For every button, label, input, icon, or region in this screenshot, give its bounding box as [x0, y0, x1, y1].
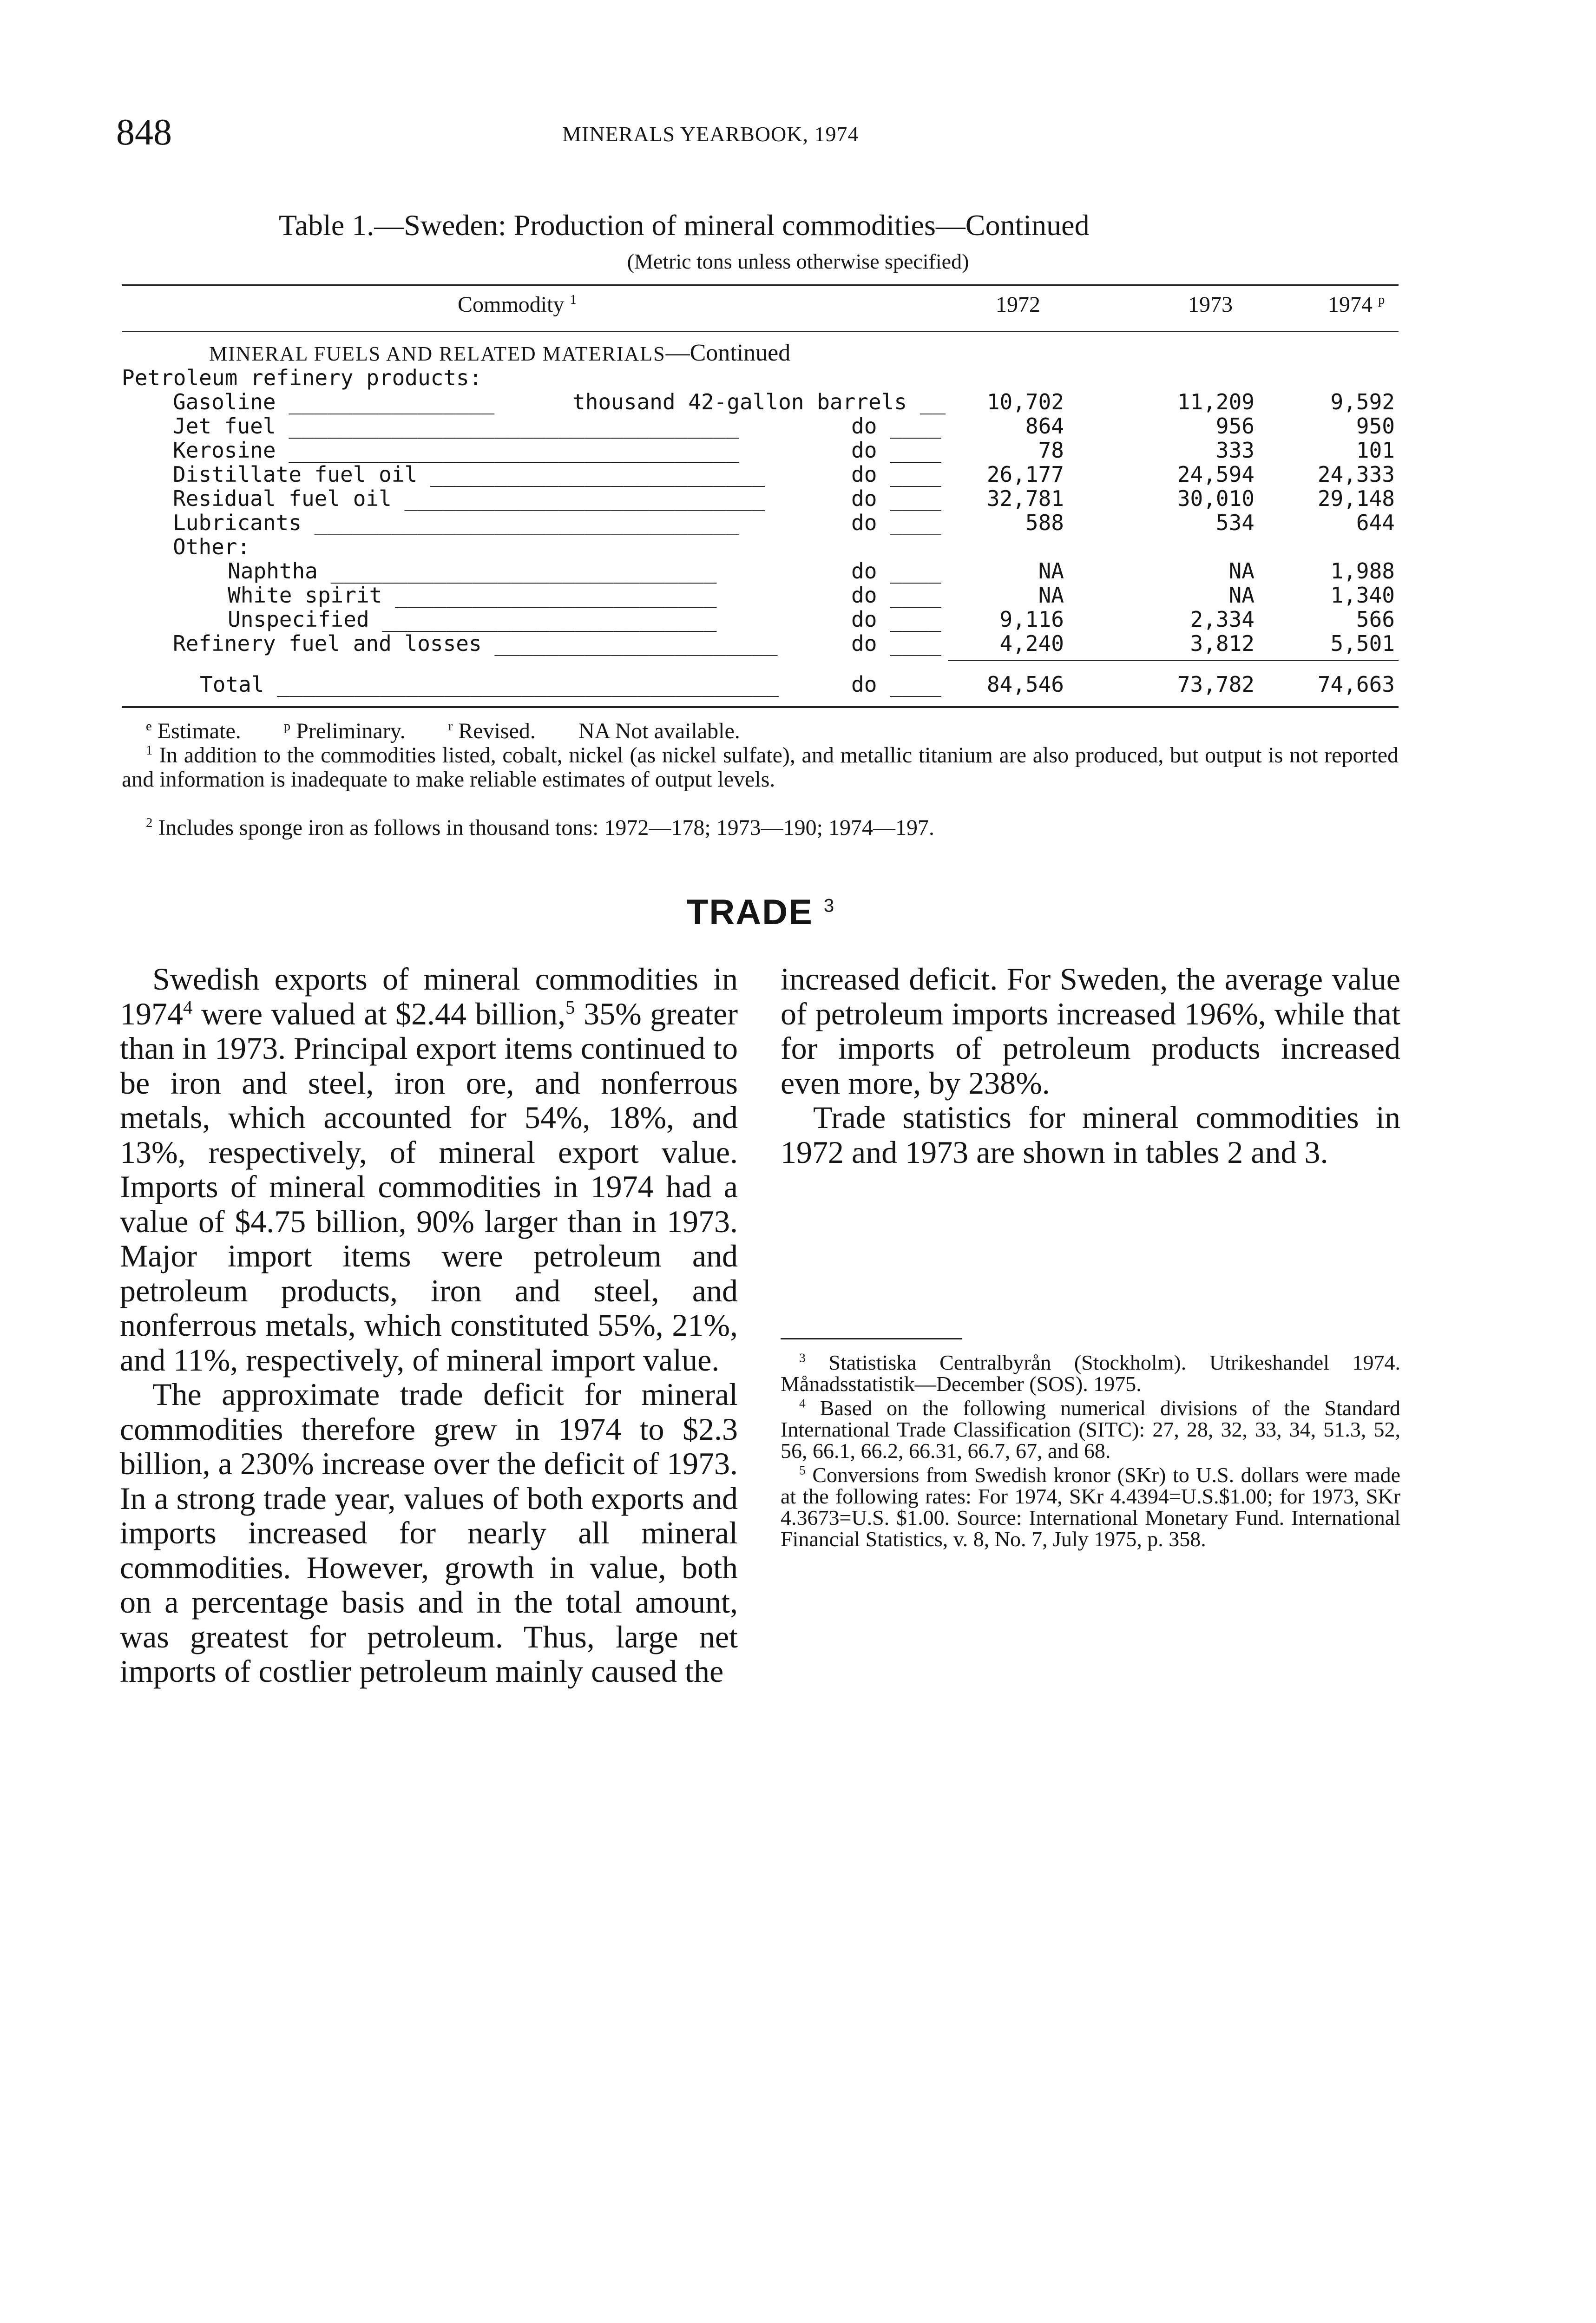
row-label: Naphtha ______________________________: [228, 558, 717, 584]
value-1972: 32,781: [986, 486, 1064, 511]
table-row-total: [0, 672, 1596, 696]
row-unit: do ____: [851, 413, 941, 439]
value-1972: 78: [1038, 438, 1064, 463]
value-1974: 566: [1356, 607, 1395, 632]
table-row: [0, 558, 1596, 583]
sum-rule: [948, 660, 1399, 661]
value-1974: 1,340: [1330, 583, 1395, 608]
value-1973: 333: [1215, 438, 1254, 463]
paragraph-2: The approximate trade deficit for mineral commodities therefore grew in 1974 to $2.3 billion, a 230% increase over the deficit of 1973. In a strong trade year, values of both exports and imports increased for nearly all mineral commodities. However, growth in value, both on a percentage basis and in the total amount, was greatest for petroleum. Thus, large net imports of costlier petroleum mainly caused the: [120, 1377, 738, 1689]
value-1973: 11,209: [1177, 389, 1254, 414]
value-1972: 864: [1025, 413, 1064, 439]
value-1974: 29,148: [1317, 486, 1395, 511]
running-head: MINERALS YEARBOOK, 1974: [562, 122, 859, 146]
row-label: Jet fuel ___________________________________: [173, 413, 739, 439]
section-heading-trade: TRADE $^3$: [687, 892, 835, 932]
row-label: Kerosine ___________________________________: [173, 438, 739, 463]
paragraph-3: Trade statistics for mineral commodities in 1972 and 1973 are shown in tables 2 and 3.: [781, 1100, 1400, 1170]
value-1972: 84,546: [986, 672, 1064, 697]
row-unit: do ____: [851, 583, 941, 608]
value-1973: 3,812: [1190, 631, 1254, 656]
row-label: Unspecified __________________________: [228, 607, 717, 632]
table-subtitle: (Metric tons unless otherwise specified): [627, 249, 969, 273]
value-1974: 644: [1356, 510, 1395, 535]
value-1973: 534: [1215, 510, 1254, 535]
header-commodity: Commodity $^1$: [458, 292, 577, 317]
row-unit: do ____: [851, 607, 941, 632]
value-1974: 9,592: [1330, 389, 1395, 414]
table-row: [0, 486, 1596, 510]
value-1972: 9,116: [999, 607, 1064, 632]
group-row: [0, 534, 1596, 558]
footnotes: [781, 1352, 1400, 1553]
value-1973: 30,010: [1177, 486, 1254, 511]
row-unit: do ____: [851, 631, 941, 656]
value-1973: 956: [1215, 413, 1254, 439]
table-row: [0, 413, 1596, 438]
row-unit: do ____: [851, 558, 941, 584]
value-1972: 588: [1025, 510, 1064, 535]
value-1974: 101: [1356, 438, 1395, 463]
table-legend: $^e$ Estimate. $^p$ Preliminary. $^r$ Revised. NA Not available.: [146, 719, 740, 743]
paragraph-2-continued: increased deficit. For Sweden, the average value of petroleum imports increased 196%, while that for imports of petroleum products increased even more, by 238%.: [781, 961, 1400, 1101]
row-label: Refinery fuel and losses ______________________: [173, 631, 778, 656]
row-label: Distillate fuel oil __________________________: [173, 462, 765, 487]
header-1973: 1973: [1188, 292, 1233, 317]
table-top-rule: [122, 284, 1399, 286]
row-unit: do ____: [851, 438, 941, 463]
row-unit: thousand 42-gallon barrels __: [572, 389, 946, 414]
table-row: [0, 462, 1596, 486]
section-heading: MINERAL FUELS AND RELATED MATERIALS—Continued: [209, 340, 791, 366]
left-column: [120, 962, 738, 1689]
header-1974: 1974 $^p$: [1328, 292, 1385, 317]
value-1974: 950: [1356, 413, 1395, 439]
right-column: [781, 962, 1400, 1169]
table-note-1: $^1$ In addition to the commodities listed, cobalt, nickel (as nickel sulfate), and metallic titanium are also produced, but output is not reported and information is inadequate to make reliable estimates of output levels.: [122, 743, 1399, 792]
footnote-3: $^3$ Statistiska Centralbyrån (Stockholm). Utrikeshandel 1974. Månadsstatistik—December (SOS). 1975.: [781, 1350, 1401, 1396]
value-1973: NA: [1228, 583, 1254, 608]
table-row: [0, 631, 1596, 655]
table-row: [0, 583, 1596, 607]
footnote-5: $^5$ Conversions from Swedish kronor (SKr) to U.S. dollars were made at the following rates: For 1974, SKr 4.4394=U.S.$1.00; for 1973, SKr 4.3673=U.S. $1.00. Source: International Monetary Fund. International Financial Statistics, v. 8, No. 7, July 1975, p. 358.: [781, 1463, 1401, 1551]
table-header-rule: [122, 331, 1399, 332]
value-1972: NA: [1038, 583, 1064, 608]
row-label: Total _______________________________________: [200, 672, 779, 697]
row-unit: do ____: [851, 462, 941, 487]
table-row: [0, 510, 1596, 534]
value-1974: 74,663: [1317, 672, 1395, 697]
value-1973: 2,334: [1190, 607, 1254, 632]
value-1972: 4,240: [999, 631, 1064, 656]
value-1974: 5,501: [1330, 631, 1395, 656]
row-label: Gasoline ________________: [173, 389, 495, 414]
group-row: [0, 365, 1596, 389]
table-row: [0, 438, 1596, 462]
row-unit: do ____: [851, 672, 941, 697]
footnote-4: $^4$ Based on the following numerical divisions of the Standard International Trade Classification (SITC): 27, 28, 32, 33, 34, 51.3, 52, 56, 66.1, 66.2, 66.31, 66.7, 67, and 68.: [781, 1396, 1401, 1463]
table-title: Table 1.—Sweden: Production of mineral commodities—Continued: [279, 209, 1090, 242]
footnote-rule: [781, 1338, 962, 1339]
value-1973: 73,782: [1177, 672, 1254, 697]
value-1972: 26,177: [986, 462, 1064, 487]
value-1973: 24,594: [1177, 462, 1254, 487]
value-1974: 24,333: [1317, 462, 1395, 487]
paragraph-1: Swedish exports of mineral commodities in 1974$^4$ were valued at $2.44 billion,$^5$ 35% greater than in 1973. Principal export items continued to be iron and steel, iron ore, and nonferrous metals, which accounted for 54%, 18%, and 13%, respectively, of mineral export value. Imports of mineral commodities in 1974 had a value of $4.75 billion, 90% larger than in 1973. Major import items were petroleum and petroleum products, iron and steel, and nonferrous metals, which constituted 55%, 21%, and 11%, respectively, of mineral import value.: [120, 961, 738, 1378]
page-number: 848: [116, 112, 172, 153]
row-unit: do ____: [851, 510, 941, 535]
row-label: Lubricants _________________________________: [173, 510, 739, 535]
group-label: Other:: [173, 534, 250, 559]
group-label: Petroleum refinery products:: [122, 365, 482, 390]
table-row: [0, 607, 1596, 631]
row-unit: do ____: [851, 486, 941, 511]
value-1973: NA: [1228, 558, 1254, 584]
header-1972: 1972: [996, 292, 1040, 317]
row-label: White spirit _________________________: [228, 583, 717, 608]
table-row: [0, 389, 1596, 413]
row-label: Residual fuel oil ____________________________: [173, 486, 765, 511]
value-1972: NA: [1038, 558, 1064, 584]
table-bottom-rule: [122, 706, 1399, 708]
value-1972: 10,702: [986, 389, 1064, 414]
value-1974: 1,988: [1330, 558, 1395, 584]
table-note-2: $^2$ Includes sponge iron as follows in thousand tons: 1972—178; 1973—190; 1974—197.: [146, 815, 934, 840]
